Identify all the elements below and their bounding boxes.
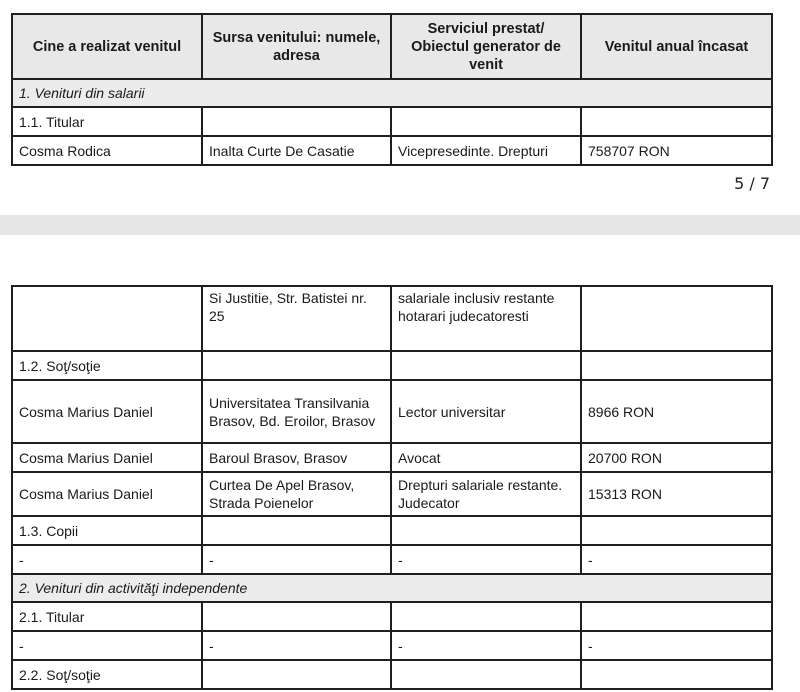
- cell-service: Drepturi salariale restante. Judecator: [391, 472, 581, 516]
- empty-cell: [202, 351, 391, 380]
- subsection-row: [12, 107, 772, 136]
- subsection-title-titular: 1.1. Titular: [12, 107, 202, 136]
- income-table-bottom: [11, 285, 773, 690]
- table-row: [12, 472, 772, 516]
- cell-dash: -: [581, 545, 772, 574]
- empty-cell: [202, 602, 391, 631]
- empty-cell: [391, 516, 581, 545]
- subsection-row: [12, 516, 772, 545]
- empty-cell: [581, 286, 772, 351]
- empty-cell: [581, 602, 772, 631]
- section-row: [12, 79, 772, 107]
- header-service: Serviciul prestat/ Obiectul generator de venit: [391, 14, 581, 79]
- cell-dash: -: [391, 545, 581, 574]
- cell-service: Avocat: [391, 443, 581, 472]
- page-separator: [0, 215, 800, 235]
- subsection-row: [12, 602, 772, 631]
- cell-amount: 15313 RON: [581, 472, 772, 516]
- cell-service: salariale inclusiv restante hotarari judecatoresti: [391, 286, 581, 351]
- cell-who: Cosma Marius Daniel: [12, 443, 202, 472]
- cell-source: Si Justitie, Str. Batistei nr. 25: [202, 286, 391, 351]
- document-page-top: [0, 0, 800, 215]
- subsection-title-titular: 2.1. Titular: [12, 602, 202, 631]
- cell-dash: -: [12, 545, 202, 574]
- empty-cell: [581, 107, 772, 136]
- table-header-row: [12, 14, 772, 79]
- cell-service: Lector universitar: [391, 380, 581, 443]
- cell-who: Cosma Rodica: [12, 136, 202, 165]
- subsection-title-sot: 2.2. Soţ/soţie: [12, 660, 202, 689]
- empty-cell: [12, 286, 202, 351]
- cell-source: Inalta Curte De Casatie: [202, 136, 391, 165]
- cell-who: Cosma Marius Daniel: [12, 472, 202, 516]
- empty-cell: [581, 516, 772, 545]
- subsection-title-copii: 1.3. Copii: [12, 516, 202, 545]
- cell-source: Universitatea Transilvania Brasov, Bd. Eroilor, Brasov: [202, 380, 391, 443]
- header-amount: Venitul anual încasat: [581, 14, 772, 79]
- cell-who: Cosma Marius Daniel: [12, 380, 202, 443]
- subsection-row: [12, 351, 772, 380]
- cell-amount: 20700 RON: [581, 443, 772, 472]
- empty-cell: [202, 660, 391, 689]
- empty-cell: [391, 351, 581, 380]
- cell-dash: -: [202, 631, 391, 660]
- empty-cell: [202, 516, 391, 545]
- cell-service: Vicepresedinte. Drepturi: [391, 136, 581, 165]
- section-title-independente: 2. Venituri din activităţi independente: [12, 574, 772, 602]
- empty-cell: [202, 107, 391, 136]
- income-table-top: [11, 13, 773, 166]
- page-number: 5 / 7: [734, 174, 770, 193]
- table-row: [12, 443, 772, 472]
- section-row: [12, 574, 772, 602]
- cell-dash: -: [581, 631, 772, 660]
- header-source: Sursa venitului: numele, adresa: [202, 14, 391, 79]
- subsection-title-sot: 1.2. Soţ/soţie: [12, 351, 202, 380]
- table-row-empty: [12, 545, 772, 574]
- empty-cell: [391, 602, 581, 631]
- header-who: Cine a realizat venitul: [12, 14, 202, 79]
- table-row: [12, 136, 772, 165]
- empty-cell: [391, 660, 581, 689]
- cell-amount: 758707 RON: [581, 136, 772, 165]
- empty-cell: [581, 660, 772, 689]
- cell-dash: -: [391, 631, 581, 660]
- cell-source: Baroul Brasov, Brasov: [202, 443, 391, 472]
- empty-cell: [391, 107, 581, 136]
- table-row-empty: [12, 631, 772, 660]
- cell-amount: 8966 RON: [581, 380, 772, 443]
- empty-cell: [581, 351, 772, 380]
- cell-dash: -: [12, 631, 202, 660]
- cell-source: Curtea De Apel Brasov, Strada Poienelor: [202, 472, 391, 516]
- cell-dash: -: [202, 545, 391, 574]
- table-row: [12, 380, 772, 443]
- subsection-row: [12, 660, 772, 689]
- table-row-continuation: [12, 286, 772, 351]
- section-title-salarii: 1. Venituri din salarii: [12, 79, 772, 107]
